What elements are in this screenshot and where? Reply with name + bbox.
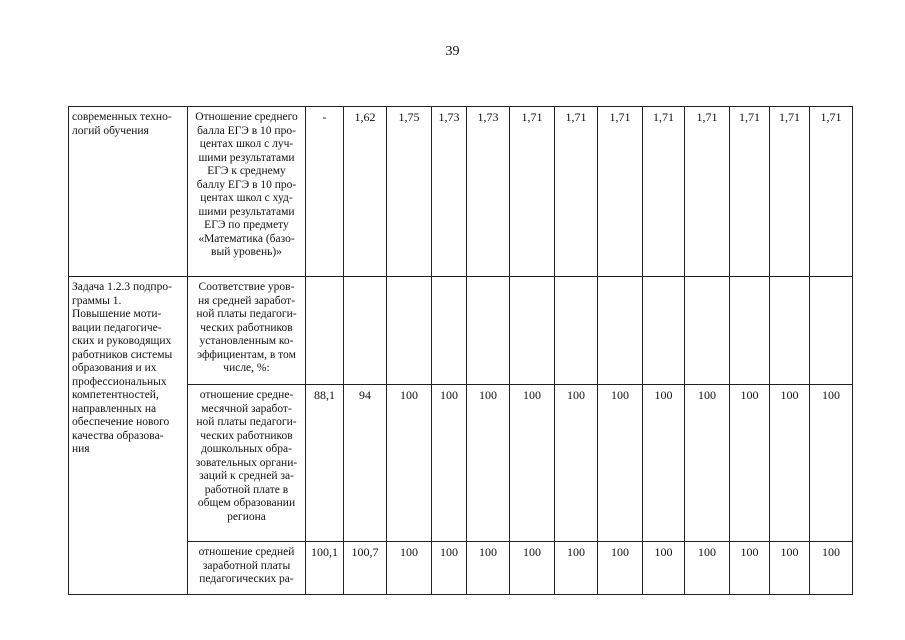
value-cell: 100 (510, 542, 555, 595)
indicator-cell (188, 542, 306, 595)
value-cell: 1,71 (598, 107, 643, 277)
indicator-text: Отношение среднего балла ЕГЭ в 10 про- центах школ с луч- шими результатами ЕГЭ к среднему баллу ЕГЭ в 10 про- центах школ с худ- шими результатами ЕГЭ по предмету «Математика (базо- вый уровень)» (195, 111, 298, 258)
value-cell: 100 (432, 542, 467, 595)
value-cell: 1,73 (432, 107, 467, 277)
value-cell: 100 (730, 542, 770, 595)
value-cell: 94 (344, 385, 387, 542)
indicator-text: отношение средне- месячной заработ- ной платы педагоги- ческих работников дошкольных обра- зовательных органи- заций к средней за- работной плате в общем образовании региона (195, 389, 298, 523)
value-cell: 1,71 (555, 107, 598, 277)
value-cell (555, 277, 598, 385)
value-cell (598, 277, 643, 385)
value-cell: 1,71 (770, 107, 810, 277)
value-cell: 100 (467, 542, 510, 595)
value-cell: 1,73 (467, 107, 510, 277)
value-cell (387, 277, 432, 385)
value-cell: 100,1 (306, 542, 344, 595)
value-cell: 100 (387, 542, 432, 595)
indicator-cell (188, 277, 306, 385)
page-number: 39 (445, 44, 460, 59)
value-cell: 100 (432, 385, 467, 542)
value-cell: 100 (598, 385, 643, 542)
value-cell: 100 (555, 542, 598, 595)
value-cell: 100 (510, 385, 555, 542)
value-cell (730, 277, 770, 385)
value-cell: 100 (555, 385, 598, 542)
task-text: Задача 1.2.3 подпро- граммы 1. Повышение моти- вации педагогиче- ских и руководящих работников системы образования и их профессиональных компетентностей, направленных на обеспечение нового качества образова- ния (72, 281, 173, 455)
value-cell (643, 277, 685, 385)
table-row (69, 277, 853, 385)
value-cell: 88,1 (306, 385, 344, 542)
task-cell (69, 277, 188, 595)
value-cell (510, 277, 555, 385)
indicator-text: отношение средней заработной платы педагогических ра- (198, 546, 295, 585)
value-cell: 100 (730, 385, 770, 542)
value-cell (432, 277, 467, 385)
value-cell: 100 (770, 385, 810, 542)
indicator-text: Соответствие уров- ня средней заработ- ной платы педагоги- ческих работников установленным ко- эффициентам, в том числе, %: (196, 281, 297, 374)
value-cell (344, 277, 387, 385)
value-cell: 1,71 (730, 107, 770, 277)
value-cell (467, 277, 510, 385)
value-cell: 100 (685, 542, 730, 595)
value-cell: 100,7 (344, 542, 387, 595)
value-cell: 100 (387, 385, 432, 542)
value-cell: 1,71 (510, 107, 555, 277)
task-cell (69, 107, 188, 277)
value-cell: 100 (685, 385, 730, 542)
table-row (69, 107, 853, 277)
value-cell: 100 (467, 385, 510, 542)
value-cell: 100 (643, 385, 685, 542)
value-cell: 100 (810, 542, 853, 595)
value-cell: 100 (770, 542, 810, 595)
value-cell: 100 (643, 542, 685, 595)
value-cell: 1,71 (685, 107, 730, 277)
indicators-table (68, 106, 853, 595)
value-cell: - (306, 107, 344, 277)
value-cell (810, 277, 853, 385)
indicator-cell (188, 107, 306, 277)
indicator-cell (188, 385, 306, 542)
value-cell: 1,62 (344, 107, 387, 277)
value-cell (685, 277, 730, 385)
value-cell: 100 (810, 385, 853, 542)
value-cell (306, 277, 344, 385)
value-cell: 100 (598, 542, 643, 595)
value-cell: 1,71 (810, 107, 853, 277)
value-cell: 1,71 (643, 107, 685, 277)
task-text: современных техно- логий обучения (72, 111, 172, 137)
value-cell (770, 277, 810, 385)
value-cell: 1,75 (387, 107, 432, 277)
